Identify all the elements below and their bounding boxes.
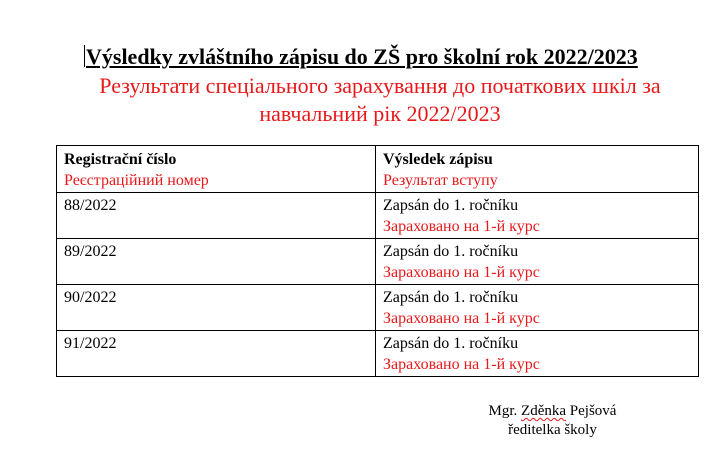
- title-ukrainian-line1: Результати спеціального зарахування до початкових шкіл за: [99, 73, 661, 98]
- result-cell: [376, 193, 699, 239]
- result-ua: Зараховано на 1-й курс: [383, 356, 540, 373]
- header-registration-number-cz: Registrační číslo: [64, 151, 177, 168]
- registration-number-cell: 90/2022: [57, 285, 376, 331]
- result-cz: Zapsán do 1. ročníku: [383, 243, 519, 260]
- table-row: [57, 193, 699, 239]
- result-cz: Zapsán do 1. ročníku: [383, 197, 519, 214]
- result-ua: Зараховано на 1-й курс: [383, 264, 540, 281]
- signature-role: ředitelka školy: [508, 422, 597, 438]
- result-ua: Зараховано на 1-й курс: [383, 310, 540, 327]
- registration-number-cell: 88/2022: [57, 193, 376, 239]
- header-result-ua: Результат вступу: [383, 172, 498, 189]
- registration-number-cell: 91/2022: [57, 331, 376, 377]
- header-registration-number-ua: Реєстраційний номер: [64, 172, 209, 189]
- result-cz: Zapsán do 1. ročníku: [383, 335, 519, 352]
- title-ukrainian: [60, 72, 700, 128]
- result-cz: Zapsán do 1. ročníku: [383, 289, 519, 306]
- result-cell: [376, 239, 699, 285]
- title-czech: [84, 44, 638, 70]
- signature-block: [480, 402, 625, 440]
- header-result: [376, 146, 699, 193]
- results-table: [56, 145, 699, 377]
- signature-name: [480, 402, 625, 421]
- signature-name-prefix: Mgr.: [488, 403, 522, 419]
- title-ukrainian-line2: навчальний рік 2022/2023: [259, 101, 501, 126]
- table-header-row: [57, 146, 699, 193]
- result-cell: [376, 285, 699, 331]
- result-cell: [376, 331, 699, 377]
- title-czech-text: Výsledky zvláštního zápisu do ZŠ pro školní rok 2022/2023: [86, 44, 638, 69]
- table-row: [57, 331, 699, 377]
- result-ua: Зараховано на 1-й курс: [383, 218, 540, 235]
- signature-name-first: Zděnka: [521, 403, 567, 419]
- table-row: [57, 285, 699, 331]
- registration-number-cell: 89/2022: [57, 239, 376, 285]
- table-row: [57, 239, 699, 285]
- signature-name-last: Pejšová: [566, 403, 617, 419]
- header-registration-number: [57, 146, 376, 193]
- header-result-cz: Výsledek zápisu: [383, 151, 493, 168]
- text-cursor: [84, 45, 85, 67]
